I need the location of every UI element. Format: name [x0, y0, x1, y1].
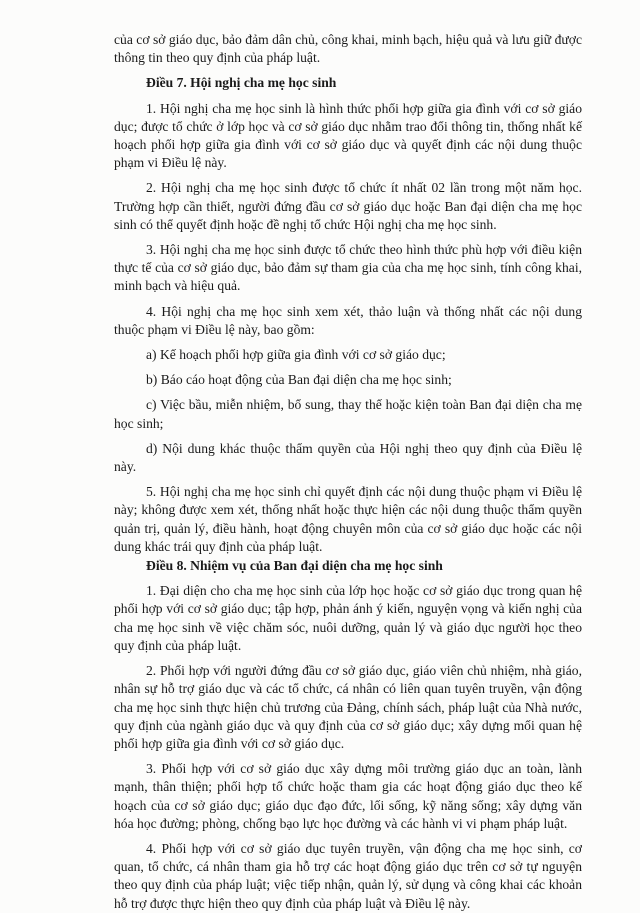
paragraph-continuation: của cơ sở giáo dục, bảo đảm dân chủ, công khai, minh bạch, hiệu quả và lưu giữ được thông tin theo quy định của pháp luật. [114, 32, 582, 66]
article-7-clause-5: 5. Hội nghị cha mẹ học sinh chỉ quyết định các nội dung thuộc phạm vi Điều lệ này; không được xem xét, thống nhất hoặc thực hiện các nội dung thuộc thẩm quyền quản trị, quản lý, điều hành, hoạt động chuyên môn của cơ sở giáo dục hoặc các nội dung khác trái quy định của pháp luật. [114, 484, 582, 554]
article-8-clause-2: 2. Phối hợp với người đứng đầu cơ sở giáo dục, giáo viên chủ nhiệm, nhà giáo, nhân sự hỗ trợ giáo dục và các tổ chức, cá nhân có liên quan tuyên truyền, vận động cha mẹ học sinh thực hiện chủ trương của Đảng, chính sách, pháp luật của Nhà nước, quy định của ngành giáo dục và quy định của cơ sở giáo dục; xây dựng mối quan hệ phối hợp giữa gia đình với cơ sở giáo dục. [114, 663, 582, 751]
article-7-clause-4-d: d) Nội dung khác thuộc thẩm quyền của Hội nghị theo quy định của Điều lệ này. [114, 440, 582, 475]
article-7-clause-3: 3. Hội nghị cha mẹ học sinh được tổ chức theo hình thức phù hợp với điều kiện thực tế của cơ sở giáo dục, bảo đảm sự tham gia của cha mẹ học sinh, tính công khai, minh bạch và hiệu quả. [114, 242, 582, 294]
article-7-clause-4-b: b) Báo cáo hoạt động của Ban đại diện cha mẹ học sinh; [146, 372, 452, 388]
article-8-clause-3: 3. Phối hợp với cơ sở giáo dục xây dựng môi trường giáo dục an toàn, lành mạnh, thân thiện; phối hợp tổ chức hoặc tham gia các hoạt động giáo dục theo kế hoạch của cơ sở giáo dục; giáo dục đạo đức, lối sống, kỹ năng sống; xây dựng văn hóa học đường; phòng, chống bạo lực học đường và các hành vi vi phạm pháp luật. [114, 761, 582, 831]
article-7-clause-4-c: c) Việc bầu, miễn nhiệm, bổ sung, thay thế hoặc kiện toàn Ban đại diện cha mẹ học sinh; [114, 397, 582, 431]
article-7-clause-4-a: a) Kế hoạch phối hợp giữa gia đình với cơ sở giáo dục; [146, 347, 446, 363]
article-8-heading: Điều 8. Nhiệm vụ của Ban đại diện cha mẹ học sinh [146, 558, 443, 574]
article-8-clause-1: 1. Đại diện cho cha mẹ học sinh của lớp học hoặc cơ sở giáo dục trong quan hệ phối hợp với cơ sở giáo dục; tập hợp, phản ánh ý kiến, nguyện vọng và kiến nghị của cha mẹ học sinh về việc chăm sóc, nuôi dưỡng, quản lý và giáo dục người học theo quy định của pháp luật. [114, 583, 582, 653]
article-7-clause-4: 4. Hội nghị cha mẹ học sinh xem xét, thảo luận và thống nhất các nội dung thuộc phạm vi Điều lệ này, bao gồm: [114, 303, 582, 337]
article-8-clause-4: 4. Phối hợp với cơ sở giáo dục tuyên truyền, vận động cha mẹ học sinh, cơ quan, tổ chức, cá nhân tham gia hỗ trợ các hoạt động giáo dục trên cơ sở tự nguyện theo quy định của pháp luật; việc tiếp nhận, quản lý, sử dụng và công khai các khoản hỗ trợ được thực hiện theo quy định của pháp luật và Điều lệ này. [114, 840, 582, 911]
article-7-heading: Điều 7. Hội nghị cha mẹ học sinh [146, 75, 337, 91]
article-7-clause-2: 2. Hội nghị cha mẹ học sinh được tổ chức ít nhất 02 lần trong một năm học. Trường hợp cần thiết, người đứng đầu cơ sở giáo dục hoặc Ban đại diện cha mẹ học sinh có thể quyết định hoặc đề nghị tổ chức Hội nghị cha mẹ học sinh. [114, 180, 582, 232]
article-7-clause-1: 1. Hội nghị cha mẹ học sinh là hình thức phối hợp giữa gia đình với cơ sở giáo dục; được tổ chức ở lớp học và cơ sở giáo dục nhằm trao đổi thông tin, thống nhất kế hoạch phối hợp giữa gia đình với cơ sở giáo dục và quyết định các nội dung thuộc phạm vi Điều lệ này. [114, 100, 582, 171]
